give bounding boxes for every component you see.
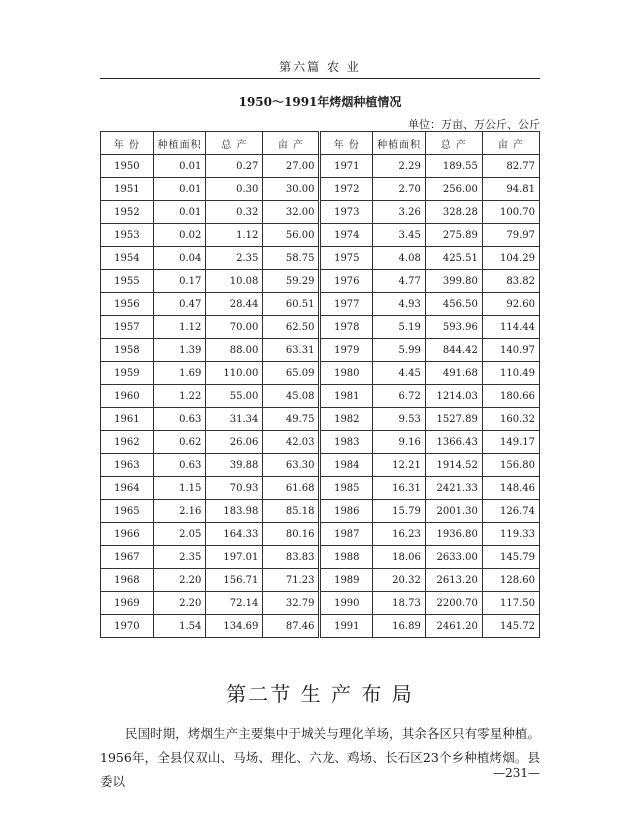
column-header: 种植面积 (153, 132, 206, 155)
table-cell: 0.30 (206, 178, 263, 201)
table-cell: 1986 (320, 500, 373, 523)
table-cell: 145.79 (482, 546, 539, 569)
table-cell: 5.99 (373, 339, 426, 362)
table-cell: 1984 (320, 454, 373, 477)
page-number: —231— (493, 766, 540, 780)
table-row (101, 546, 540, 569)
table-header-row (101, 132, 540, 155)
table-cell: 145.72 (482, 615, 539, 638)
column-header: 总 产 (425, 132, 482, 155)
table-cell: 1983 (320, 431, 373, 454)
table-cell: 80.16 (263, 523, 320, 546)
table-cell: 2.20 (153, 592, 206, 615)
table-row (101, 431, 540, 454)
table-cell: 183.98 (206, 500, 263, 523)
table-cell: 2.20 (153, 569, 206, 592)
table-cell: 1965 (101, 500, 154, 523)
table-cell: 1966 (101, 523, 154, 546)
table-cell: 1988 (320, 546, 373, 569)
table-cell: 2613.20 (425, 569, 482, 592)
table-cell: 30.00 (263, 178, 320, 201)
table-cell: 16.89 (373, 615, 426, 638)
table-cell: 16.23 (373, 523, 426, 546)
table-row (101, 362, 540, 385)
table-cell: 63.30 (263, 454, 320, 477)
table-row (101, 454, 540, 477)
table-row (101, 247, 540, 270)
table-row (101, 523, 540, 546)
table-cell: 1955 (101, 270, 154, 293)
table-cell: 55.00 (206, 385, 263, 408)
table-cell: 1964 (101, 477, 154, 500)
table-cell: 0.63 (153, 454, 206, 477)
table-cell: 1961 (101, 408, 154, 431)
table-cell: 1981 (320, 385, 373, 408)
table-cell: 128.60 (482, 569, 539, 592)
table-cell: 49.75 (263, 408, 320, 431)
table-cell: 56.00 (263, 224, 320, 247)
table-cell: 15.79 (373, 500, 426, 523)
table-cell: 5.19 (373, 316, 426, 339)
table-row (101, 224, 540, 247)
running-header: 第六篇 农 业 (279, 60, 361, 74)
table-row (101, 408, 540, 431)
table-cell: 1974 (320, 224, 373, 247)
table-cell: 32.00 (263, 201, 320, 224)
unit-note: 单位：万亩、万公斤、公斤 (408, 118, 540, 131)
table-cell: 425.51 (425, 247, 482, 270)
table-cell: 1962 (101, 431, 154, 454)
column-header: 总 产 (206, 132, 263, 155)
column-header: 亩 产 (482, 132, 539, 155)
table-cell: 110.49 (482, 362, 539, 385)
table-cell: 60.51 (263, 293, 320, 316)
table-cell: 593.96 (425, 316, 482, 339)
table-cell: 399.80 (425, 270, 482, 293)
table-cell: 1982 (320, 408, 373, 431)
table-cell: 140.97 (482, 339, 539, 362)
table-cell: 27.00 (263, 155, 320, 178)
table-cell: 9.16 (373, 431, 426, 454)
table-cell: 1973 (320, 201, 373, 224)
table-cell: 1951 (101, 178, 154, 201)
table-cell: 156.80 (482, 454, 539, 477)
table-cell: 0.32 (206, 201, 263, 224)
table-cell: 31.34 (206, 408, 263, 431)
paragraph: 民国时期，烤烟生产主要集中于城关与理化羊场，其余各区只有零星种植。1956年，全县仅双山、马场、理化、六龙、鸡场、长石区23个乡种植烤烟。县委以 (100, 726, 540, 789)
table-cell: 0.27 (206, 155, 263, 178)
table-cell: 3.26 (373, 201, 426, 224)
table-cell: 65.09 (263, 362, 320, 385)
table-cell: 256.00 (425, 178, 482, 201)
table-cell: 2.05 (153, 523, 206, 546)
table-title: 1950～1991年烤烟种植情况 (238, 95, 402, 109)
table-cell: 9.53 (373, 408, 426, 431)
table-cell: 0.63 (153, 408, 206, 431)
table-cell: 2.70 (373, 178, 426, 201)
table-cell: 0.17 (153, 270, 206, 293)
column-header: 年 份 (101, 132, 154, 155)
table-cell: 1950 (101, 155, 154, 178)
table-cell: 1.12 (206, 224, 263, 247)
section-title: 第二节 生 产 布 局 (226, 682, 414, 706)
table-cell: 180.66 (482, 385, 539, 408)
table-cell: 1975 (320, 247, 373, 270)
table-row (101, 339, 540, 362)
table-cell: 39.88 (206, 454, 263, 477)
table-cell: 1959 (101, 362, 154, 385)
table-cell: 1936.80 (425, 523, 482, 546)
table-cell: 1957 (101, 316, 154, 339)
column-header: 年 份 (320, 132, 373, 155)
table-cell: 82.77 (482, 155, 539, 178)
table-cell: 71.23 (263, 569, 320, 592)
table-cell: 79.97 (482, 224, 539, 247)
table-row (101, 569, 540, 592)
table-cell: 1976 (320, 270, 373, 293)
tobacco-table (100, 131, 540, 638)
table-cell: 63.31 (263, 339, 320, 362)
table-cell: 1979 (320, 339, 373, 362)
table-cell: 83.82 (482, 270, 539, 293)
table-cell: 62.50 (263, 316, 320, 339)
table-row (101, 615, 540, 638)
table-cell: 1967 (101, 546, 154, 569)
table-cell: 87.46 (263, 615, 320, 638)
body-text (100, 722, 540, 794)
table-cell: 1977 (320, 293, 373, 316)
table-cell: 1980 (320, 362, 373, 385)
table-cell: 456.50 (425, 293, 482, 316)
table-cell: 16.31 (373, 477, 426, 500)
table-cell: 2200.70 (425, 592, 482, 615)
table-cell: 4.08 (373, 247, 426, 270)
table-cell: 1952 (101, 201, 154, 224)
table-cell: 72.14 (206, 592, 263, 615)
table-cell: 2633.00 (425, 546, 482, 569)
table-cell: 1991 (320, 615, 373, 638)
table-cell: 1914.52 (425, 454, 482, 477)
table-cell: 275.89 (425, 224, 482, 247)
table-cell: 18.73 (373, 592, 426, 615)
table-cell: 12.21 (373, 454, 426, 477)
table-cell: 1527.89 (425, 408, 482, 431)
column-header: 种植面积 (373, 132, 426, 155)
table-cell: 1978 (320, 316, 373, 339)
table-cell: 20.32 (373, 569, 426, 592)
table-cell: 88.00 (206, 339, 263, 362)
table-row (101, 385, 540, 408)
table-cell: 2.35 (153, 546, 206, 569)
table-cell: 10.08 (206, 270, 263, 293)
table-cell: 6.72 (373, 385, 426, 408)
table-cell: 1969 (101, 592, 154, 615)
table-cell: 1954 (101, 247, 154, 270)
table-cell: 164.33 (206, 523, 263, 546)
table-cell: 85.18 (263, 500, 320, 523)
table-cell: 4.45 (373, 362, 426, 385)
table-row (101, 293, 540, 316)
table-cell: 1990 (320, 592, 373, 615)
table-cell: 1.69 (153, 362, 206, 385)
table-cell: 1956 (101, 293, 154, 316)
table-row (101, 201, 540, 224)
table-cell: 149.17 (482, 431, 539, 454)
table-cell: 2001.30 (425, 500, 482, 523)
table-cell: 70.00 (206, 316, 263, 339)
column-header: 亩 产 (263, 132, 320, 155)
table-cell: 58.75 (263, 247, 320, 270)
table-cell: 491.68 (425, 362, 482, 385)
table-cell: 26.06 (206, 431, 263, 454)
table-cell: 0.62 (153, 431, 206, 454)
table-cell: 1958 (101, 339, 154, 362)
table-cell: 104.29 (482, 247, 539, 270)
table-cell: 94.81 (482, 178, 539, 201)
table-cell: 4.93 (373, 293, 426, 316)
table-cell: 328.28 (425, 201, 482, 224)
table-cell: 83.83 (263, 546, 320, 569)
table-cell: 148.46 (482, 477, 539, 500)
table-cell: 160.32 (482, 408, 539, 431)
table-cell: 28.44 (206, 293, 263, 316)
table-cell: 61.68 (263, 477, 320, 500)
table-cell: 197.01 (206, 546, 263, 569)
table-cell: 3.45 (373, 224, 426, 247)
table-cell: 70.93 (206, 477, 263, 500)
table-cell: 92.60 (482, 293, 539, 316)
table-cell: 18.06 (373, 546, 426, 569)
table-cell: 0.01 (153, 178, 206, 201)
table-cell: 4.77 (373, 270, 426, 293)
table-cell: 2.16 (153, 500, 206, 523)
table-cell: 1.22 (153, 385, 206, 408)
table-cell: 119.33 (482, 523, 539, 546)
table-row (101, 178, 540, 201)
table-cell: 114.44 (482, 316, 539, 339)
table-cell: 32.79 (263, 592, 320, 615)
table-row (101, 477, 540, 500)
table-cell: 1960 (101, 385, 154, 408)
table-cell: 189.55 (425, 155, 482, 178)
table-row (101, 316, 540, 339)
table-cell: 156.71 (206, 569, 263, 592)
table-cell: 1987 (320, 523, 373, 546)
table-cell: 1971 (320, 155, 373, 178)
table-cell: 2.35 (206, 247, 263, 270)
table-row (101, 500, 540, 523)
table-cell: 2461.20 (425, 615, 482, 638)
table-cell: 1366.43 (425, 431, 482, 454)
table-cell: 1214.03 (425, 385, 482, 408)
table-cell: 1.39 (153, 339, 206, 362)
table-cell: 1.15 (153, 477, 206, 500)
table-cell: 0.02 (153, 224, 206, 247)
table-row (101, 270, 540, 293)
table-cell: 2421.33 (425, 477, 482, 500)
header-rule (100, 78, 540, 79)
table-cell: 1985 (320, 477, 373, 500)
table-row (101, 155, 540, 178)
table-cell: 42.03 (263, 431, 320, 454)
table-cell: 117.50 (482, 592, 539, 615)
table-cell: 0.47 (153, 293, 206, 316)
table-cell: 0.01 (153, 201, 206, 224)
table-cell: 0.04 (153, 247, 206, 270)
table-cell: 0.01 (153, 155, 206, 178)
table-cell: 2.29 (373, 155, 426, 178)
table-cell: 110.00 (206, 362, 263, 385)
table-cell: 1.54 (153, 615, 206, 638)
table-cell: 1972 (320, 178, 373, 201)
table-cell: 1970 (101, 615, 154, 638)
table-cell: 844.42 (425, 339, 482, 362)
table-cell: 1953 (101, 224, 154, 247)
table-cell: 1989 (320, 569, 373, 592)
table-cell: 45.08 (263, 385, 320, 408)
table-row (101, 592, 540, 615)
table-cell: 1963 (101, 454, 154, 477)
table-cell: 1968 (101, 569, 154, 592)
table-cell: 126.74 (482, 500, 539, 523)
table-cell: 134.69 (206, 615, 263, 638)
table-cell: 1.12 (153, 316, 206, 339)
table-cell: 59.29 (263, 270, 320, 293)
table-cell: 100.70 (482, 201, 539, 224)
